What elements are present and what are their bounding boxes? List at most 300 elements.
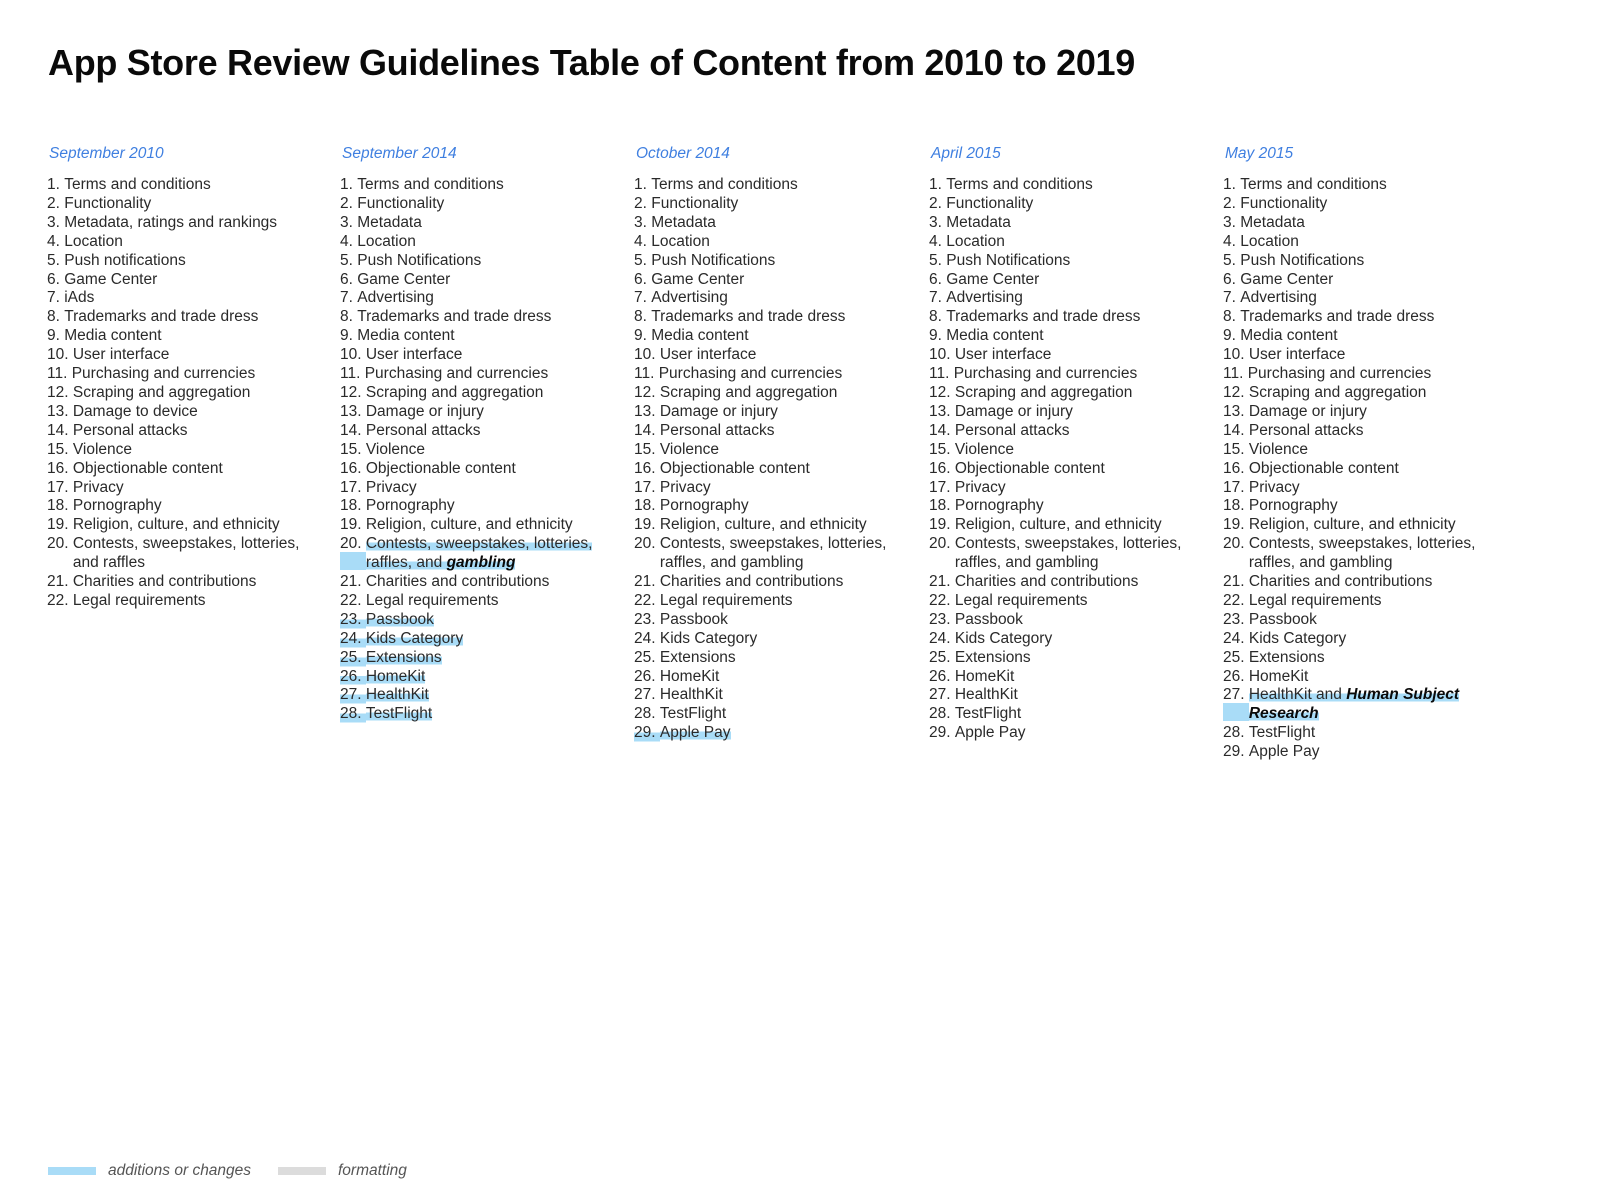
item-text: Advertising — [651, 289, 728, 307]
item-text: Media content — [651, 327, 749, 345]
item-text: Metadata — [651, 213, 716, 231]
guideline-item — [634, 271, 909, 290]
item-text: Damage or injury — [954, 402, 1073, 420]
guideline-item — [340, 176, 615, 195]
item-number: 11. — [340, 365, 365, 383]
item-number: 23. — [929, 610, 955, 628]
guideline-item — [634, 460, 909, 479]
item-text: User interface — [954, 346, 1052, 364]
guideline-item — [47, 441, 317, 460]
item-number: 13. — [634, 402, 660, 420]
item-number: 18. — [340, 497, 366, 515]
guideline-item — [47, 592, 317, 611]
item-number: 8. — [1223, 308, 1241, 326]
page-title: App Store Review Guidelines Table of Content from 2010 to 2019 — [48, 42, 1135, 83]
item-text: Trademarks and trade dress — [357, 308, 552, 326]
item-number: 17. — [929, 478, 955, 496]
guideline-item — [929, 346, 1204, 365]
item-text: Location — [357, 232, 416, 250]
item-text: Privacy — [365, 478, 417, 496]
item-text: Legal requirements — [954, 591, 1088, 609]
item-number: 29. — [929, 724, 955, 742]
guideline-item — [929, 497, 1204, 516]
item-number: 17. — [1223, 478, 1249, 496]
item-text: Privacy — [72, 478, 124, 496]
item-number: 10. — [634, 346, 660, 364]
item-text: Terms and conditions — [64, 176, 211, 193]
item-number: 5. — [929, 251, 947, 269]
item-text: Advertising — [1240, 289, 1317, 307]
column-heading: September 2010 — [49, 145, 164, 162]
guideline-item — [634, 308, 909, 327]
item-text: Metadata — [1240, 213, 1305, 231]
guideline-item — [929, 176, 1204, 195]
item-number: 18. — [47, 497, 73, 515]
guideline-item — [929, 649, 1204, 668]
guideline-item — [929, 441, 1204, 460]
item-text: Trademarks and trade dress — [651, 308, 846, 326]
guideline-item — [929, 422, 1204, 441]
guideline-item — [929, 611, 1204, 630]
item-text: TestFlight — [954, 705, 1022, 723]
guideline-item — [929, 289, 1204, 308]
guideline-item — [634, 252, 909, 271]
item-text: Trademarks and trade dress — [946, 308, 1141, 326]
item-number: 14. — [47, 421, 73, 439]
item-number: 20. — [1223, 535, 1249, 553]
guideline-list — [1223, 176, 1493, 762]
guideline-item — [340, 308, 615, 327]
item-number: 13. — [1223, 402, 1249, 420]
guideline-item — [340, 441, 615, 460]
item-text: Push Notifications — [1240, 251, 1365, 269]
item-number: 28. — [340, 705, 366, 723]
guideline-item — [1223, 592, 1493, 611]
item-text: Apple Pay — [659, 724, 731, 742]
item-number: 4. — [634, 232, 652, 250]
column-heading: April 2015 — [931, 145, 1001, 162]
item-text: Extensions — [1248, 648, 1325, 666]
item-number: 3. — [1223, 213, 1241, 231]
item-number: 20. — [340, 535, 366, 573]
item-number: 11. — [47, 365, 72, 383]
item-number: 22. — [1223, 591, 1249, 609]
item-number: 9. — [47, 327, 65, 345]
item-text: Objectionable content — [954, 459, 1105, 477]
item-number: 12. — [634, 383, 660, 401]
changed-text: gambling — [446, 554, 516, 572]
guideline-item — [929, 686, 1204, 705]
item-number: 23. — [1223, 610, 1249, 628]
item-text: Religion, culture, and ethnicity — [72, 516, 280, 534]
guideline-item — [634, 630, 909, 649]
version-column — [340, 144, 615, 724]
item-text: Terms and conditions — [357, 176, 504, 193]
item-number: 15. — [929, 440, 955, 458]
item-number: 7. — [1223, 289, 1241, 307]
guideline-item — [47, 535, 317, 573]
item-text: Pornography — [659, 497, 749, 515]
item-text: TestFlight — [1248, 724, 1316, 742]
item-number: 20. — [634, 535, 660, 553]
guideline-item — [340, 346, 615, 365]
item-text: Media content — [357, 327, 455, 345]
guideline-item — [1223, 479, 1493, 498]
item-text: Violence — [72, 440, 133, 458]
item-number: 27. — [340, 686, 366, 704]
item-text: Charities and contributions — [659, 573, 844, 591]
item-number: 3. — [340, 213, 358, 231]
item-text: Objectionable content — [1248, 459, 1399, 477]
item-number: 16. — [1223, 459, 1249, 477]
guideline-item — [634, 649, 909, 668]
item-text: Advertising — [357, 289, 434, 307]
item-number: 6. — [47, 270, 65, 288]
item-number: 9. — [1223, 327, 1241, 345]
guideline-item — [340, 384, 615, 403]
item-number: 6. — [340, 270, 358, 288]
item-text: Purchasing and currencies — [953, 365, 1138, 383]
item-text: Scraping and aggregation — [954, 383, 1133, 401]
item-number: 2. — [1223, 194, 1241, 212]
item-text: Charities and contributions — [365, 573, 550, 591]
item-number: 4. — [340, 232, 358, 250]
item-text: Push Notifications — [651, 251, 776, 269]
guideline-item — [47, 271, 317, 290]
item-text: Damage or injury — [659, 402, 778, 420]
item-number: 1. — [47, 176, 65, 193]
item-text: Passbook — [659, 610, 728, 628]
guideline-item — [340, 592, 615, 611]
item-text: Push notifications — [64, 251, 186, 269]
item-number: 15. — [47, 440, 73, 458]
item-text: Personal attacks — [365, 421, 481, 439]
column-heading: September 2014 — [342, 145, 457, 162]
guideline-item — [1223, 516, 1493, 535]
item-number: 11. — [929, 365, 954, 383]
item-text: Violence — [1248, 440, 1309, 458]
item-text: Location — [1240, 232, 1299, 250]
item-number: 25. — [929, 648, 955, 666]
item-number: 16. — [929, 459, 955, 477]
item-number: 2. — [634, 194, 652, 212]
item-number: 14. — [634, 421, 660, 439]
guideline-item — [1223, 630, 1493, 649]
item-number: 13. — [340, 402, 366, 420]
guideline-item — [929, 365, 1204, 384]
guideline-item — [47, 516, 317, 535]
guideline-list — [929, 176, 1204, 743]
item-text: Scraping and aggregation — [659, 383, 838, 401]
item-number: 7. — [47, 289, 65, 307]
item-text: Location — [946, 232, 1005, 250]
item-number: 19. — [340, 516, 366, 534]
item-text: Personal attacks — [659, 421, 775, 439]
guideline-item — [1223, 743, 1493, 762]
item-number: 19. — [1223, 516, 1249, 534]
item-number: 24. — [340, 629, 366, 647]
guideline-item — [1223, 252, 1493, 271]
item-number: 27. — [929, 686, 955, 704]
guideline-item — [47, 327, 317, 346]
item-text: TestFlight — [365, 705, 433, 723]
guideline-item — [340, 630, 615, 649]
guideline-item — [634, 327, 909, 346]
guideline-item — [634, 686, 909, 705]
guideline-item — [1223, 403, 1493, 422]
guideline-item — [340, 422, 615, 441]
guideline-item — [929, 630, 1204, 649]
item-text: Extensions — [954, 648, 1031, 666]
item-number: 28. — [929, 705, 955, 723]
guideline-item — [1223, 327, 1493, 346]
item-text: Functionality — [357, 194, 445, 212]
item-number: 18. — [1223, 497, 1249, 515]
guideline-item — [47, 403, 317, 422]
version-columns — [0, 144, 1600, 844]
guideline-item — [1223, 422, 1493, 441]
item-text: Charities and contributions — [1248, 573, 1433, 591]
guideline-item — [47, 308, 317, 327]
guideline-item — [340, 289, 615, 308]
guideline-item — [929, 233, 1204, 252]
item-number: 21. — [1223, 573, 1249, 591]
item-number: 18. — [634, 497, 660, 515]
item-number: 2. — [340, 194, 358, 212]
guideline-item — [929, 403, 1204, 422]
item-number: 21. — [634, 573, 660, 591]
guideline-item — [47, 479, 317, 498]
item-number: 28. — [634, 705, 660, 723]
item-text: Functionality — [64, 194, 152, 212]
version-column — [1223, 144, 1493, 762]
item-number: 6. — [929, 270, 947, 288]
guideline-item — [340, 497, 615, 516]
item-number: 10. — [1223, 346, 1249, 364]
item-number: 12. — [47, 383, 73, 401]
item-number: 16. — [634, 459, 660, 477]
item-text: Apple Pay — [1248, 743, 1320, 761]
guideline-item — [929, 668, 1204, 687]
item-number: 17. — [634, 478, 660, 496]
guideline-item — [340, 233, 615, 252]
guideline-item — [929, 327, 1204, 346]
item-text: HealthKit — [659, 686, 723, 704]
changed-text: Human Subject Research — [1248, 686, 1460, 723]
item-text: Metadata — [946, 213, 1011, 231]
item-number: 7. — [929, 289, 947, 307]
item-number: 14. — [340, 421, 366, 439]
item-number: 16. — [340, 459, 366, 477]
item-text: Passbook — [365, 610, 434, 628]
item-text: Functionality — [946, 194, 1034, 212]
item-number: 22. — [340, 591, 366, 609]
guideline-item — [47, 460, 317, 479]
guideline-item — [340, 403, 615, 422]
guideline-item — [929, 516, 1204, 535]
item-number: 22. — [47, 591, 73, 609]
item-number: 26. — [929, 667, 955, 685]
item-text: Media content — [1240, 327, 1338, 345]
item-number: 4. — [929, 232, 947, 250]
item-text: Personal attacks — [72, 421, 188, 439]
item-number: 21. — [340, 573, 366, 591]
guideline-item — [634, 479, 909, 498]
guideline-item — [929, 479, 1204, 498]
guideline-item — [340, 479, 615, 498]
item-text: Media content — [64, 327, 162, 345]
guideline-item — [340, 668, 615, 687]
item-text: Scraping and aggregation — [365, 383, 544, 401]
item-text: Damage or injury — [365, 402, 484, 420]
guideline-item — [634, 214, 909, 233]
item-number: 14. — [929, 421, 955, 439]
item-text: Advertising — [946, 289, 1023, 307]
guideline-item — [340, 195, 615, 214]
guideline-item — [1223, 346, 1493, 365]
guideline-item — [634, 365, 909, 384]
item-text: Charities and contributions — [72, 573, 257, 591]
item-number: 10. — [340, 346, 366, 364]
item-number: 16. — [47, 459, 73, 477]
item-text: Purchasing and currencies — [71, 365, 256, 383]
guideline-item — [634, 195, 909, 214]
guideline-item — [47, 252, 317, 271]
guideline-item — [47, 176, 317, 195]
item-text: Push Notifications — [946, 251, 1071, 269]
item-text: Media content — [946, 327, 1044, 345]
guideline-item — [47, 384, 317, 403]
guideline-item — [1223, 214, 1493, 233]
item-number: 23. — [634, 610, 660, 628]
guideline-item — [929, 592, 1204, 611]
item-text: Functionality — [651, 194, 739, 212]
item-number: 17. — [47, 478, 73, 496]
guideline-item — [340, 649, 615, 668]
guideline-item — [47, 346, 317, 365]
item-number: 25. — [1223, 648, 1249, 666]
item-text: Pornography — [1248, 497, 1338, 515]
legend-label: additions or changes — [108, 1162, 252, 1179]
item-text: Religion, culture, and ethnicity — [659, 516, 867, 534]
guideline-item — [634, 592, 909, 611]
item-number: 5. — [47, 251, 65, 269]
item-text: Extensions — [659, 648, 736, 666]
item-text: Terms and conditions — [946, 176, 1093, 193]
item-text: Game Center — [946, 270, 1040, 288]
guideline-item — [1223, 384, 1493, 403]
guideline-item — [1223, 724, 1493, 743]
item-text: Trademarks and trade dress — [1240, 308, 1435, 326]
guideline-item — [929, 384, 1204, 403]
item-text: HealthKit — [365, 686, 429, 704]
guideline-item — [634, 705, 909, 724]
item-number: 7. — [634, 289, 652, 307]
guideline-item — [634, 611, 909, 630]
item-text: Religion, culture, and ethnicity — [1248, 516, 1456, 534]
guideline-item — [634, 346, 909, 365]
item-number: 9. — [340, 327, 358, 345]
guideline-item — [340, 611, 615, 630]
item-text: User interface — [659, 346, 757, 364]
guideline-item — [47, 233, 317, 252]
item-number: 10. — [47, 346, 73, 364]
guideline-item — [1223, 460, 1493, 479]
item-text: Purchasing and currencies — [364, 365, 549, 383]
item-text: User interface — [72, 346, 170, 364]
guideline-item — [634, 422, 909, 441]
item-number: 15. — [634, 440, 660, 458]
item-number: 6. — [1223, 270, 1241, 288]
item-text: Functionality — [1240, 194, 1328, 212]
column-heading: October 2014 — [636, 145, 730, 162]
item-number: 19. — [47, 516, 73, 534]
guideline-item — [929, 724, 1204, 743]
item-number: 1. — [929, 176, 947, 193]
item-text: Damage or injury — [1248, 402, 1367, 420]
item-text: Privacy — [954, 478, 1006, 496]
item-number: 21. — [929, 573, 955, 591]
item-number: 14. — [1223, 421, 1249, 439]
item-number: 9. — [929, 327, 947, 345]
item-text: TestFlight — [659, 705, 727, 723]
guideline-item — [1223, 441, 1493, 460]
item-text: Legal requirements — [72, 591, 206, 609]
guideline-item — [929, 252, 1204, 271]
guideline-item — [1223, 365, 1493, 384]
item-text: Legal requirements — [365, 591, 499, 609]
item-text: Religion, culture, and ethnicity — [954, 516, 1162, 534]
guideline-item — [340, 271, 615, 290]
item-number: 3. — [929, 213, 947, 231]
item-text: Personal attacks — [1248, 421, 1364, 439]
item-text: Contests, sweepstakes, lotteries, raffles, and gambling — [659, 535, 887, 572]
item-number: 2. — [47, 194, 65, 212]
guideline-item — [1223, 176, 1493, 195]
item-number: 18. — [929, 497, 955, 515]
item-text: Terms and conditions — [651, 176, 798, 193]
legend-item — [278, 1160, 407, 1182]
guideline-item — [340, 686, 615, 705]
item-text: Kids Category — [1248, 629, 1347, 647]
item-text: Contests, sweepstakes, lotteries, raffles, and gambling — [1248, 535, 1476, 572]
guideline-item — [634, 573, 909, 592]
guideline-item — [634, 176, 909, 195]
item-text: Violence — [954, 440, 1015, 458]
guideline-item — [340, 214, 615, 233]
guideline-item — [929, 271, 1204, 290]
item-number: 3. — [634, 213, 652, 231]
guideline-item — [340, 460, 615, 479]
version-column — [634, 144, 909, 743]
item-text: HealthKit and — [1248, 686, 1342, 704]
item-number: 11. — [1223, 365, 1248, 383]
item-text: Location — [651, 232, 710, 250]
column-heading: May 2015 — [1225, 145, 1294, 162]
item-number: 4. — [47, 232, 65, 250]
item-number: 19. — [929, 516, 955, 534]
item-text: Scraping and aggregation — [72, 383, 251, 401]
item-text: Privacy — [1248, 478, 1300, 496]
guideline-item — [634, 724, 909, 743]
guideline-item — [340, 573, 615, 592]
item-text: Privacy — [659, 478, 711, 496]
item-number: 1. — [340, 176, 358, 193]
guideline-item — [1223, 271, 1493, 290]
item-text: Purchasing and currencies — [1247, 365, 1432, 383]
item-text: Game Center — [1240, 270, 1334, 288]
item-number: 22. — [634, 591, 660, 609]
